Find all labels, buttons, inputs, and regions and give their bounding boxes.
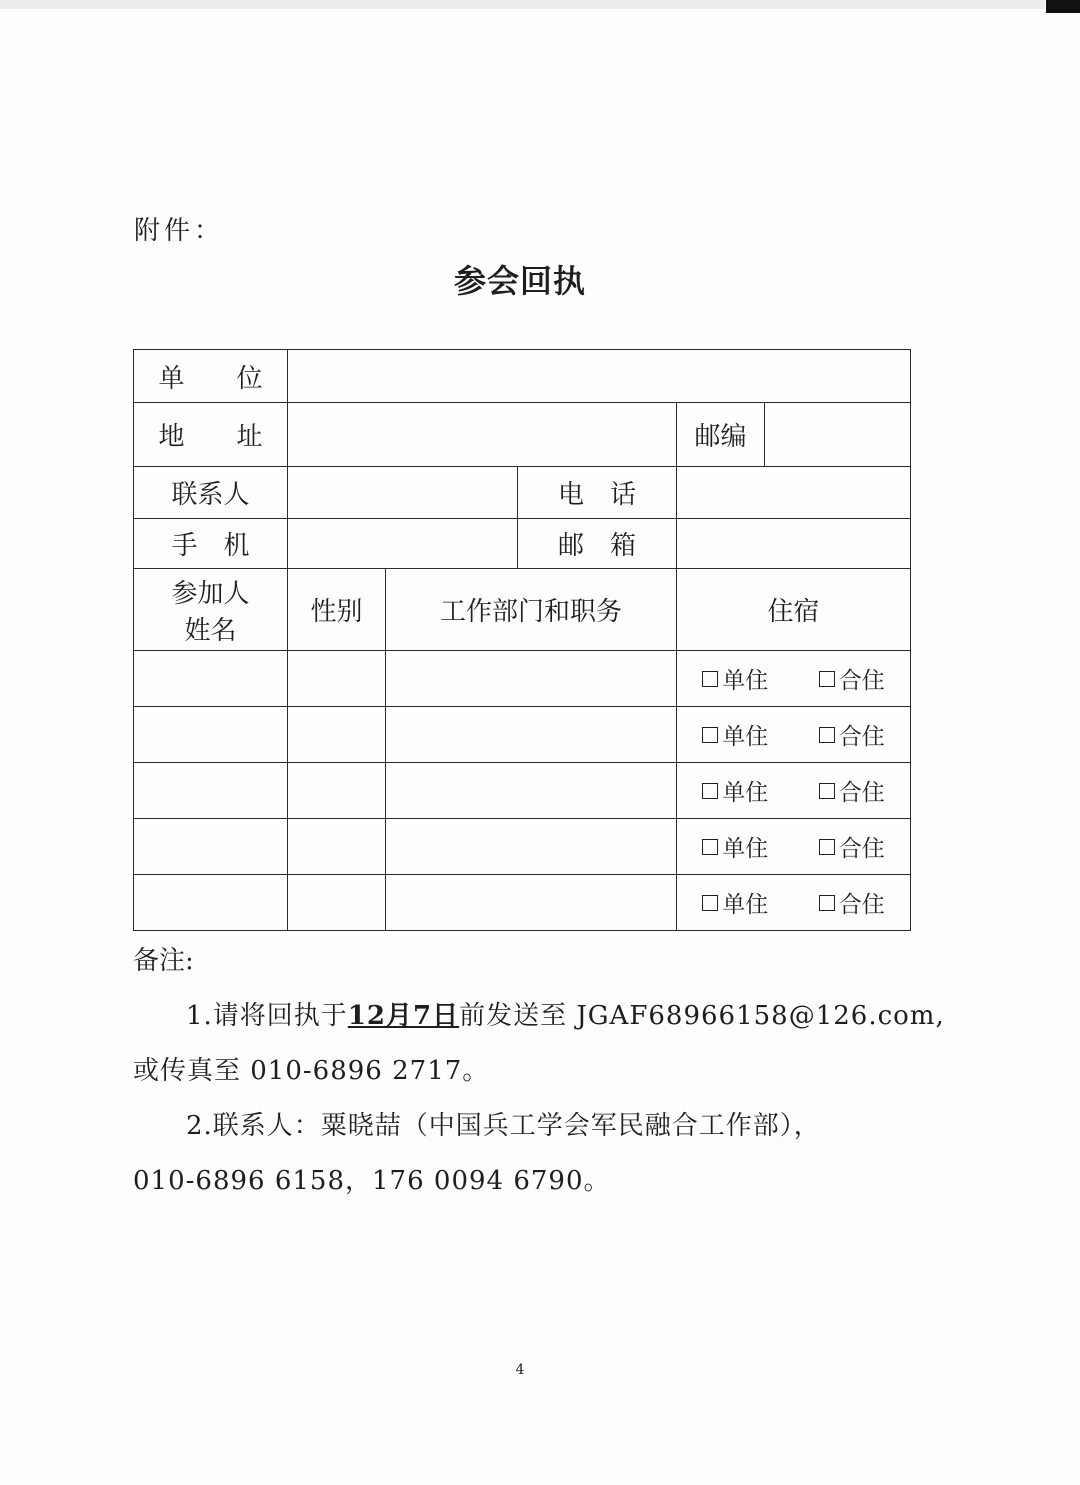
note-item-2: 2.联系人：粟晓喆（中国兵工学会军民融合工作部）， <box>186 1111 821 1141</box>
lodging-cell <box>677 651 911 707</box>
attendee-name-field[interactable] <box>134 875 288 931</box>
contact-field[interactable] <box>288 467 518 519</box>
shared-room-option[interactable] <box>819 662 885 695</box>
postcode-field[interactable] <box>765 403 911 467</box>
lodging-cell <box>677 707 911 763</box>
single-room-option[interactable] <box>702 886 768 919</box>
attendee-gender-field[interactable] <box>288 763 386 819</box>
address-field[interactable] <box>288 403 677 467</box>
name-header-line2: 姓名 <box>184 615 237 646</box>
phone-label: 电 话 <box>518 467 677 519</box>
attendee-row <box>134 763 911 819</box>
unit-row <box>134 350 911 403</box>
column-header-gender: 性别 <box>288 569 386 651</box>
checkbox-icon[interactable] <box>819 727 835 743</box>
attendee-row <box>134 651 911 707</box>
checkbox-icon[interactable] <box>702 895 718 911</box>
phone-field[interactable] <box>677 467 911 519</box>
checkbox-icon[interactable] <box>702 727 718 743</box>
single-room-label: 单住 <box>722 668 769 694</box>
email-field[interactable] <box>677 519 911 569</box>
single-room-label: 单住 <box>722 836 769 862</box>
attendee-dept-field[interactable] <box>386 819 677 875</box>
checkbox-icon[interactable] <box>702 839 718 855</box>
address-label: 地 址 <box>134 403 288 467</box>
attachment-label: 附件： <box>134 216 225 246</box>
single-room-label: 单住 <box>722 724 769 750</box>
scan-top-edge <box>0 0 1045 9</box>
attendee-row <box>134 819 911 875</box>
shared-room-option[interactable] <box>819 718 885 751</box>
attendee-header-row <box>134 569 911 651</box>
unit-label: 单 位 <box>134 350 288 403</box>
note-item-1-line2: 或传真至 010-6896 2717。 <box>133 1056 490 1086</box>
note-item-2-line2: 010-6896 6158，176 0094 6790。 <box>133 1166 611 1196</box>
shared-room-label: 合住 <box>838 724 885 750</box>
shared-room-label: 合住 <box>838 836 885 862</box>
shared-room-option[interactable] <box>819 830 885 863</box>
note-item-1-prefix: 1.请将回执于 <box>186 1001 348 1031</box>
email-label: 邮 箱 <box>518 519 677 569</box>
column-header-dept: 工作部门和职务 <box>386 569 677 651</box>
single-room-label: 单住 <box>722 892 769 918</box>
checkbox-icon[interactable] <box>819 895 835 911</box>
lodging-cell <box>677 763 911 819</box>
attendee-dept-field[interactable] <box>386 763 677 819</box>
note-item-1 <box>186 995 945 1032</box>
shared-room-label: 合住 <box>838 780 885 806</box>
attendee-gender-field[interactable] <box>288 875 386 931</box>
attendee-dept-field[interactable] <box>386 707 677 763</box>
attendee-name-field[interactable] <box>134 819 288 875</box>
column-header-lodging: 住宿 <box>677 569 911 651</box>
notes-heading: 备注: <box>133 946 194 976</box>
lodging-cell <box>677 875 911 931</box>
shared-room-option[interactable] <box>819 774 885 807</box>
single-room-option[interactable] <box>702 662 768 695</box>
page-number: 4 <box>515 1362 525 1378</box>
checkbox-icon[interactable] <box>702 671 718 687</box>
single-room-option[interactable] <box>702 718 768 751</box>
scan-corner-mark <box>1046 0 1080 13</box>
mobile-label: 手 机 <box>134 519 288 569</box>
attendee-gender-field[interactable] <box>288 819 386 875</box>
attendee-name-field[interactable] <box>134 651 288 707</box>
single-room-option[interactable] <box>702 774 768 807</box>
address-row <box>134 403 911 467</box>
deadline-date: 12月7日 <box>347 1001 460 1031</box>
attendee-row <box>134 875 911 931</box>
attendee-dept-field[interactable] <box>386 651 677 707</box>
column-header-name <box>134 569 288 651</box>
contact-label: 联系人 <box>134 467 288 519</box>
name-header-line1: 参加人 <box>171 578 250 609</box>
shared-room-label: 合住 <box>838 892 885 918</box>
attendee-gender-field[interactable] <box>288 651 386 707</box>
note-item-1-suffix: 前发送至 JGAF68966158@126.com, <box>459 1001 945 1031</box>
checkbox-icon[interactable] <box>819 839 835 855</box>
contact-row <box>134 467 911 519</box>
checkbox-icon[interactable] <box>819 671 835 687</box>
attendee-gender-field[interactable] <box>288 707 386 763</box>
lodging-cell <box>677 819 911 875</box>
shared-room-label: 合住 <box>838 668 885 694</box>
checkbox-icon[interactable] <box>702 783 718 799</box>
attendee-name-field[interactable] <box>134 763 288 819</box>
page-title: 参会回执 <box>453 262 586 300</box>
shared-room-option[interactable] <box>819 886 885 919</box>
attendee-row <box>134 707 911 763</box>
single-room-option[interactable] <box>702 830 768 863</box>
single-room-label: 单住 <box>722 780 769 806</box>
attendee-name-field[interactable] <box>134 707 288 763</box>
mobile-row <box>134 519 911 569</box>
mobile-field[interactable] <box>288 519 518 569</box>
checkbox-icon[interactable] <box>819 783 835 799</box>
receipt-form-table <box>133 349 911 931</box>
attendee-dept-field[interactable] <box>386 875 677 931</box>
unit-field[interactable] <box>288 350 911 403</box>
postcode-label: 邮编 <box>677 403 765 467</box>
